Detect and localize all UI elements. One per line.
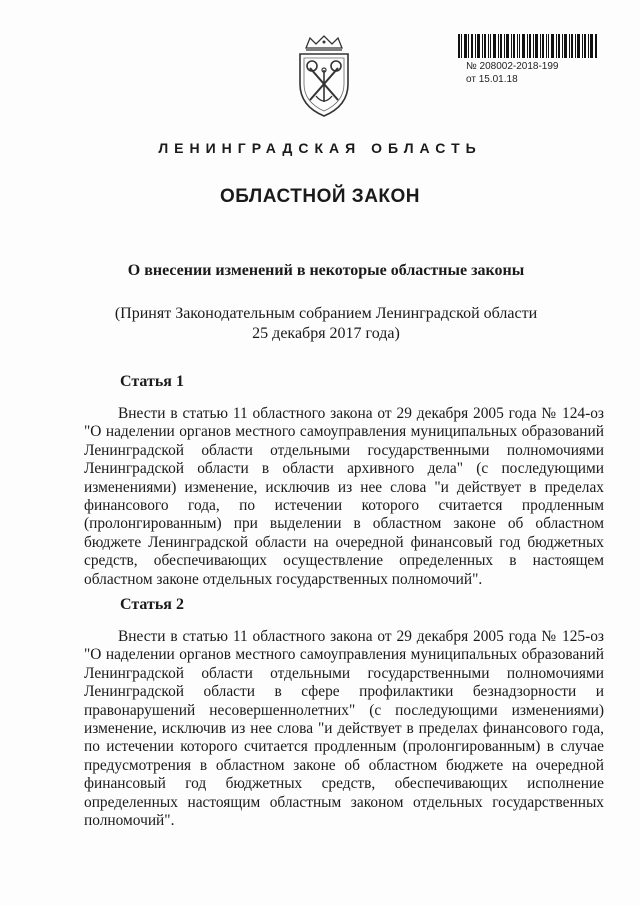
article-2-text: Внести в статью 11 областного закона от 29 декабря 2005 года № 125-оз "О наделении органов местного самоуправления муниципальных образований Ленинградской области отдельными государственными полномочиями Ленинградской области в сфере профилактики безнадзорности и правонарушений несовершеннолетних" (с последующими изменениями) изменение, исключив из нее слова "и действует в пределах финансового года, по истечении которого считается продленным (пролонгированным) в случае предусмотрения в областном законе об областном бюджете на очередной финансовый год бюджетных средств, обеспечивающих исполнение определенных настоящим областным законом отдельных государственных полномочий". (84, 628, 604, 830)
region-heading: ЛЕНИНГРАДСКАЯ ОБЛАСТЬ (158, 140, 482, 156)
adoption-note-line-1: (Принят Законодательным собранием Ленинградской области (114, 305, 538, 322)
law-type-heading: ОБЛАСТНОЙ ЗАКОН (219, 186, 421, 207)
adoption-note (0, 304, 640, 344)
registration-number: № 208002-2018-199 (466, 61, 559, 72)
law-title: О внесении изменений в некоторые областные законы (127, 262, 525, 279)
article-1-heading: Статья 1 (120, 373, 184, 390)
registration-date: от 15.01.18 (466, 74, 518, 85)
barcode-icon (458, 34, 598, 58)
article-2-heading: Статья 2 (120, 596, 184, 613)
adoption-note-line-2: 25 декабря 2017 года) (252, 325, 400, 342)
article-1-text: Внести в статью 11 областного закона от 29 декабря 2005 года № 124-оз "О наделении органов местного самоуправления муниципальных образований Ленинградской области отдельными государственными полномочиями Ленинградской области в области архивного дела" (с последующими изменениями) изменение, исключив из нее слова "и действует в пределах финансового года, по истечении которого считается продленным (пролонгированным) при выделении в областном законе об областном бюджете Ленинградской области на очередной финансовый год бюджетных средств, обеспечивающих осуществление определенных в настоящем областном законе отдельных государственных полномочий". (84, 405, 604, 588)
coat-of-arms-icon (292, 34, 356, 118)
registration-info (466, 60, 558, 86)
